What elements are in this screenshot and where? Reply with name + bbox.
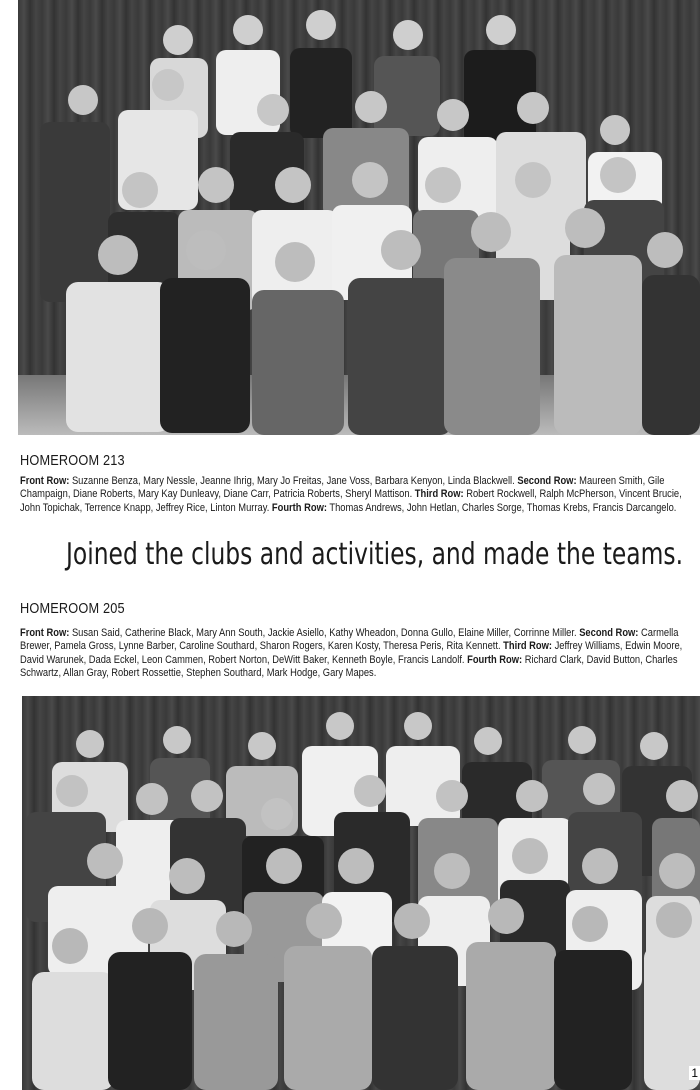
homeroom-213-caption: [20, 475, 683, 515]
hr213-third-row-label: Third Row:: [414, 488, 464, 501]
homeroom-205-title: HOMEROOM 205: [20, 600, 125, 617]
hr213-second-row-names: Maureen Smith, Gile Champaign, Diane Roberts, Mary Kay Dunleavy, Diane Carr, Patricia Roberts, Sheryl Mattison.: [20, 475, 665, 501]
hr205-fourth-row-names: Richard Clark, David Button, Charles Schwartz, Allan Gray, Robert Rossettie, Stephen Southard, Mark Hodge, Gary Mapes.: [20, 653, 678, 680]
hr213-front-row-label: Front Row:: [20, 475, 70, 487]
hr205-second-row-label: Second Row:: [579, 627, 639, 639]
homeroom-205-class-photo: [22, 696, 700, 1090]
hr205-third-row-label: Third Row:: [503, 640, 552, 653]
hr205-fourth-row-label: Fourth Row:: [467, 653, 523, 666]
back-row-students: [150, 10, 536, 145]
page-headline: Joined the clubs and activities, and made the teams.: [66, 537, 684, 572]
hr213-fourth-row-label: Fourth Row:: [271, 501, 327, 514]
hr205-front-row-names: Susan Said, Catherine Black, Mary Ann South, Jackie Asiello, Kathy Wheadon, Donna Gullo, Elaine Miller, Corrinne Miller.: [71, 627, 577, 639]
hr205-front-row-label: Front Row:: [20, 627, 70, 639]
students-group-213: [18, 0, 700, 435]
hr213-fourth-row-names: Thomas Andrews, John Hetlan, Charles Sorge, Thomas Krebs, Francis Darcangelo.: [329, 501, 677, 514]
hr205-second-row-names: Carmella Brewer, Pamela Gross, Lynne Barber, Caroline Southard, Sharon Rogers, Karen Kosty, Theresa Peris, Rita Kennett.: [20, 627, 679, 653]
hr205-third-row-names: Jeffrey Williams, Edwin Moore, David Warunek, Dada Eckel, Leon Cammen, Robert Norton, DeWitt Baker, Kenneth Boyle, Francis Landolf.: [20, 640, 683, 666]
hr213-third-row-names: Robert Rockwell, Ralph McPherson, Vincent Brucie, John Topichak, Terrence Knapp, Jeffrey Rice, Linton Murray.: [20, 488, 682, 514]
hr213-second-row-label: Second Row:: [517, 475, 577, 487]
homeroom-213-class-photo: [18, 0, 700, 435]
hr213-front-row-names: Suzanne Benza, Mary Nessle, Jeanne Ihrig, Mary Jo Freitas, Jane Voss, Barbara Kenyon, Linda Blackwell.: [71, 475, 515, 487]
page-number: 1: [691, 1066, 698, 1080]
homeroom-213-title: HOMEROOM 213: [20, 452, 125, 469]
homeroom-205-caption: [20, 627, 683, 681]
students-group-205: [22, 696, 700, 1090]
